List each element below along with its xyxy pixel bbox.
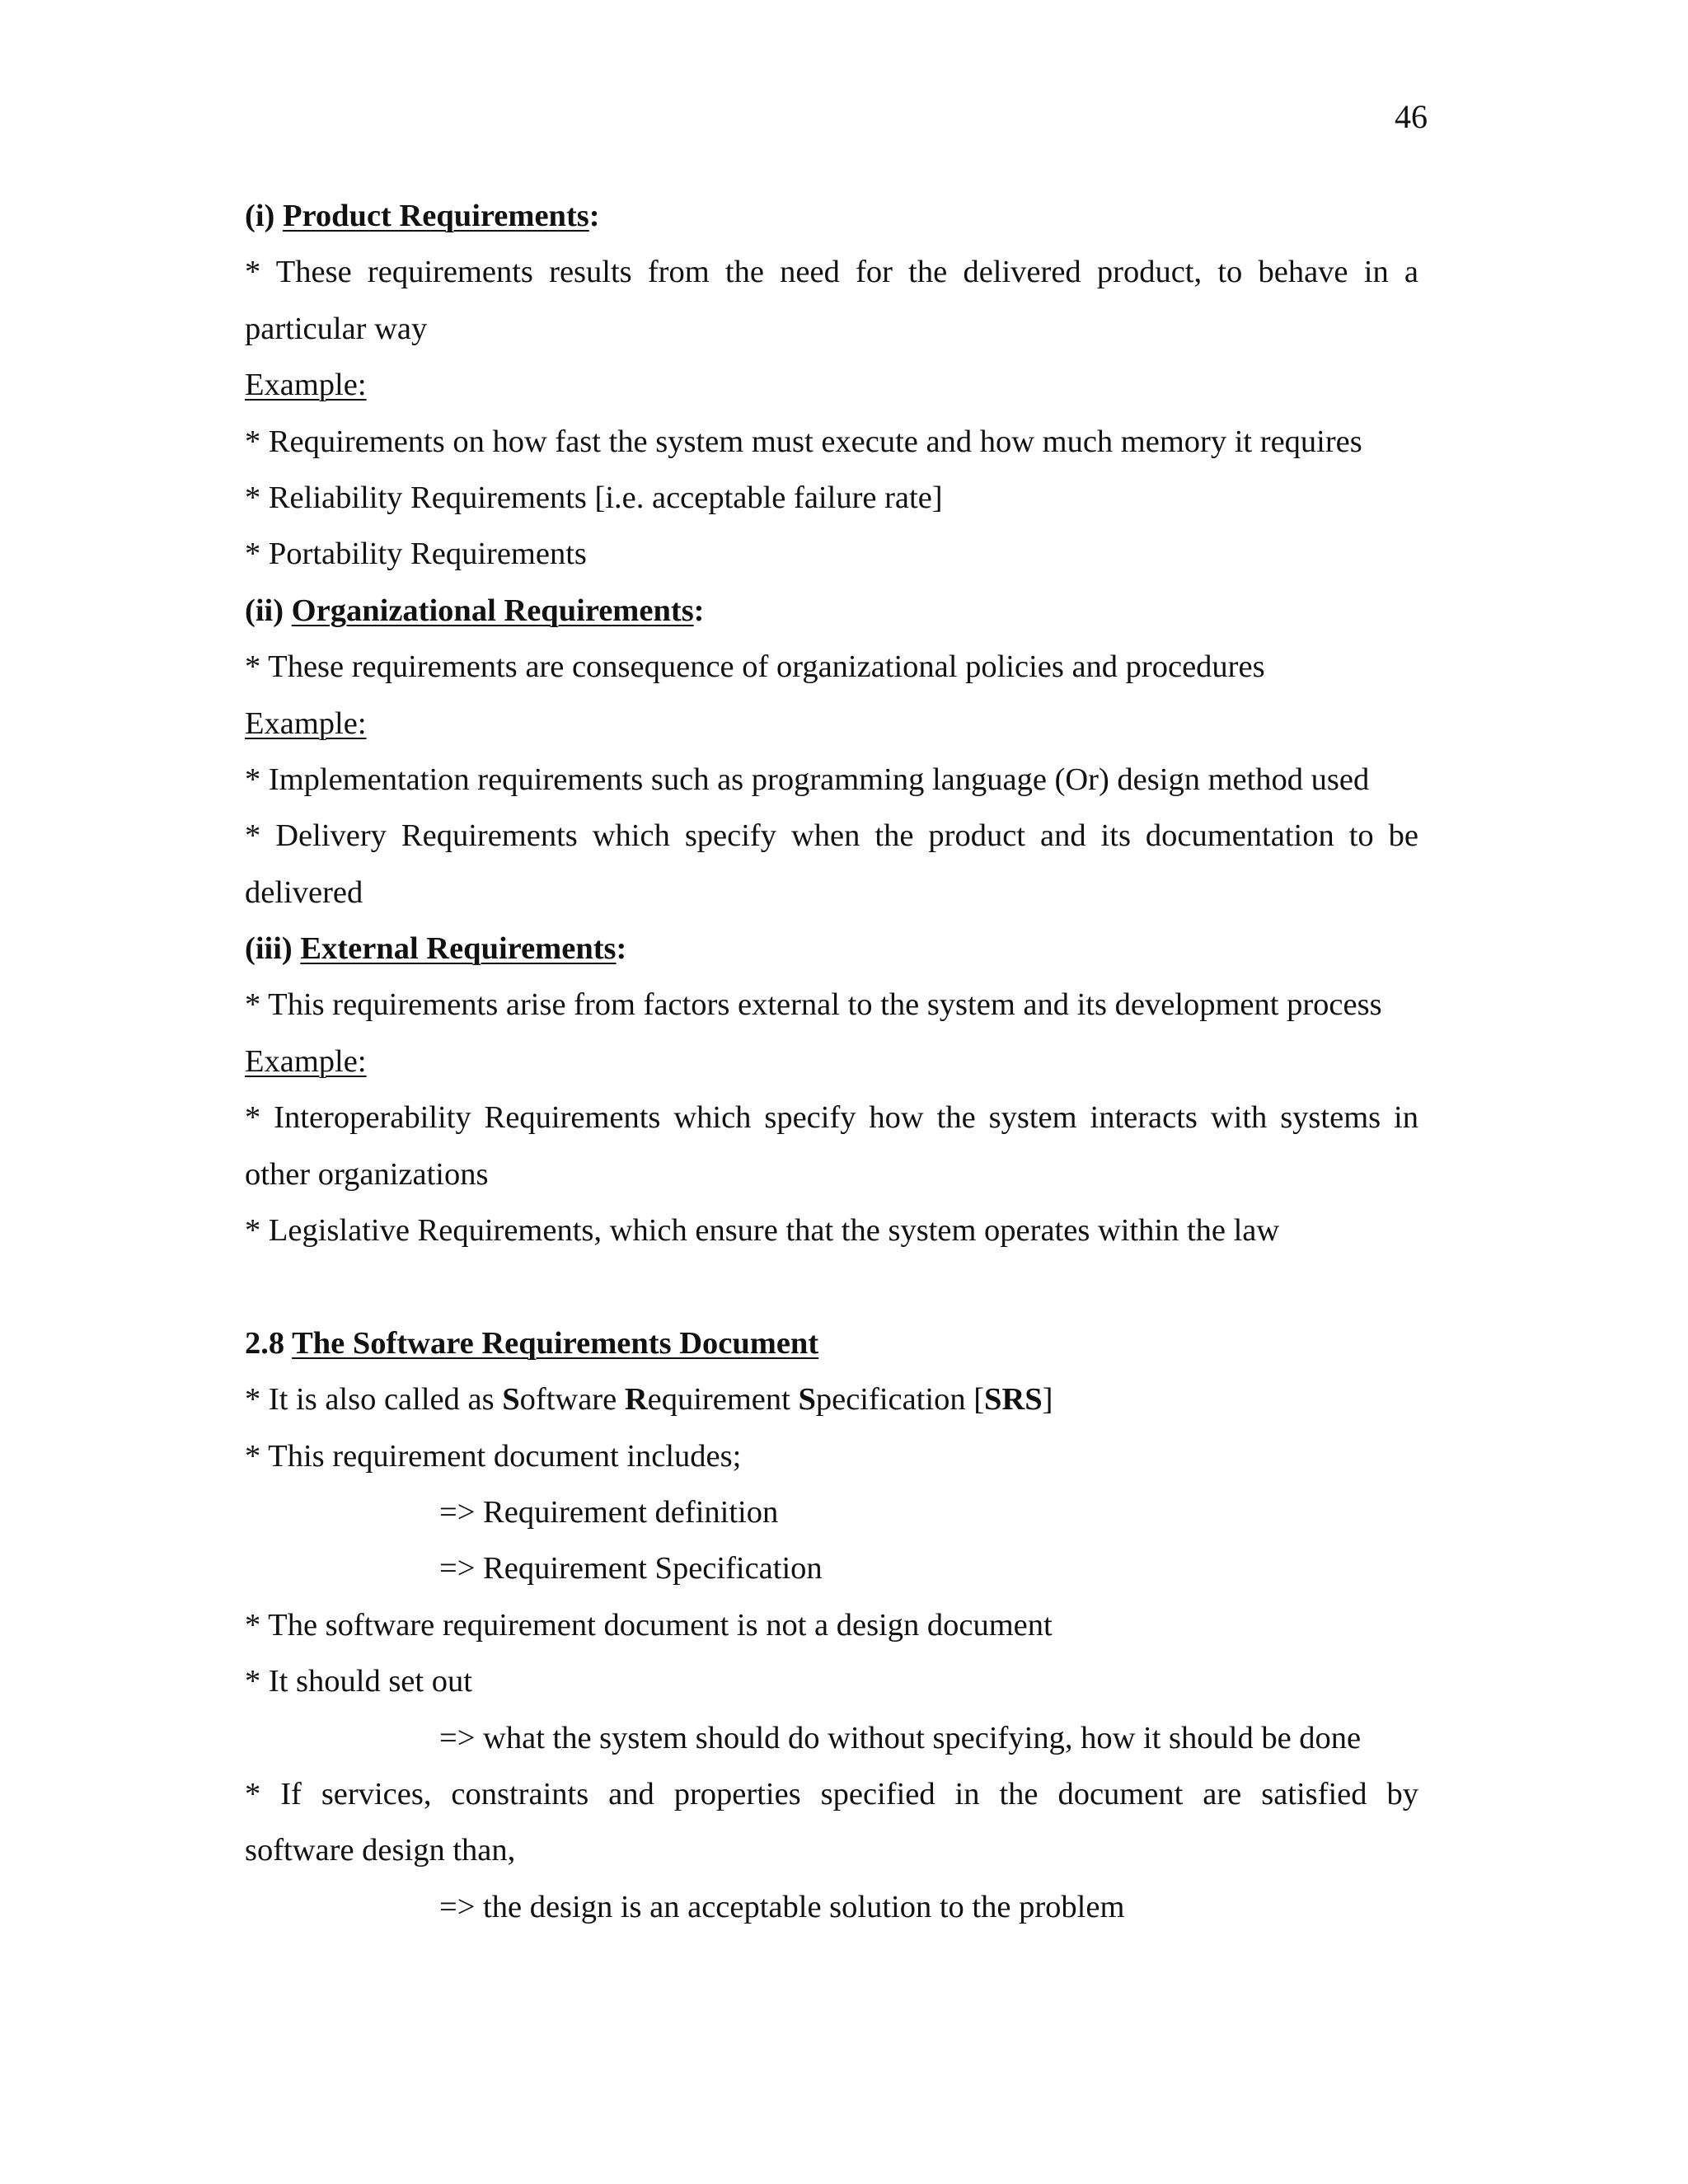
heading-colon: : (588, 199, 600, 233)
section-heading (245, 1315, 1418, 1371)
heading-colon: : (693, 593, 705, 628)
srs-acronym: SRS (984, 1382, 1043, 1418)
organizational-example-continuation: delivered (245, 874, 363, 910)
product-description-line-2: particular way (245, 311, 428, 346)
external-example-continuation: other organizations (245, 1156, 489, 1192)
srs-include-item: => Requirement Specification (439, 1551, 823, 1586)
blank-line (245, 1258, 1418, 1315)
example-label: Example: (245, 1043, 367, 1079)
heading-colon: : (616, 931, 627, 967)
heading-title: Organizational Requirements (291, 593, 694, 628)
srs-set-out: * It should set out (245, 1664, 472, 1699)
external-example-item: * Legislative Requirements, which ensure that the system operates within the law (245, 1213, 1280, 1249)
heading-number: (i) (245, 199, 283, 233)
heading-title: External Requirements (300, 931, 617, 967)
page-number: 46 (1395, 98, 1428, 135)
external-example-item: * Interoperability Requirements which specify how the system interacts with systems in (245, 1100, 1418, 1136)
page-content (245, 188, 1418, 1935)
srs-not-design: * The software requirement document is not a design document (245, 1607, 1053, 1643)
organizational-description: * These requirements are consequence of organizational policies and procedures (245, 649, 1265, 685)
product-example-item: * Reliability Requirements [i.e. acceptable failure rate] (245, 480, 943, 515)
product-example-item: * Requirements on how fast the system must execute and how much memory it requires (245, 424, 1362, 459)
organizational-example-item: * Delivery Requirements which specify when the product and its documentation to be (245, 818, 1418, 854)
srs-services-line-1: * If services, constraints and properties specified in the document are satisfied by (245, 1776, 1418, 1811)
example-label: Example: (245, 368, 367, 403)
srs-includes: * This requirement document includes; (245, 1438, 742, 1474)
organizational-requirements-heading (245, 583, 1418, 639)
product-example-item: * Portability Requirements (245, 537, 587, 572)
heading-title: Product Requirements (282, 199, 589, 233)
section-number: 2.8 (245, 1325, 293, 1361)
srs-also-called: * It is also called as Software Requirement Specification [SRS] (245, 1382, 1053, 1418)
srs-include-item: => Requirement definition (439, 1494, 779, 1530)
external-description: * This requirements arise from factors external to the system and its development process (245, 987, 1382, 1023)
product-requirements-heading (245, 188, 1418, 244)
organizational-example-item: * Implementation requirements such as programming language (Or) design method used (245, 762, 1370, 797)
heading-number: (iii) (245, 931, 301, 967)
external-requirements-heading (245, 921, 1418, 977)
product-description-line-1: * These requirements results from the need for the delivered product, to behave in a (245, 255, 1418, 290)
section-title: The Software Requirements Document (292, 1325, 819, 1361)
srs-services-line-2: software design than, (245, 1833, 516, 1868)
srs-services-item: => the design is an acceptable solution to the problem (439, 1889, 1125, 1924)
example-label: Example: (245, 705, 367, 741)
srs-set-out-item: => what the system should do without specifying, how it should be done (439, 1720, 1362, 1755)
heading-number: (ii) (245, 593, 292, 628)
